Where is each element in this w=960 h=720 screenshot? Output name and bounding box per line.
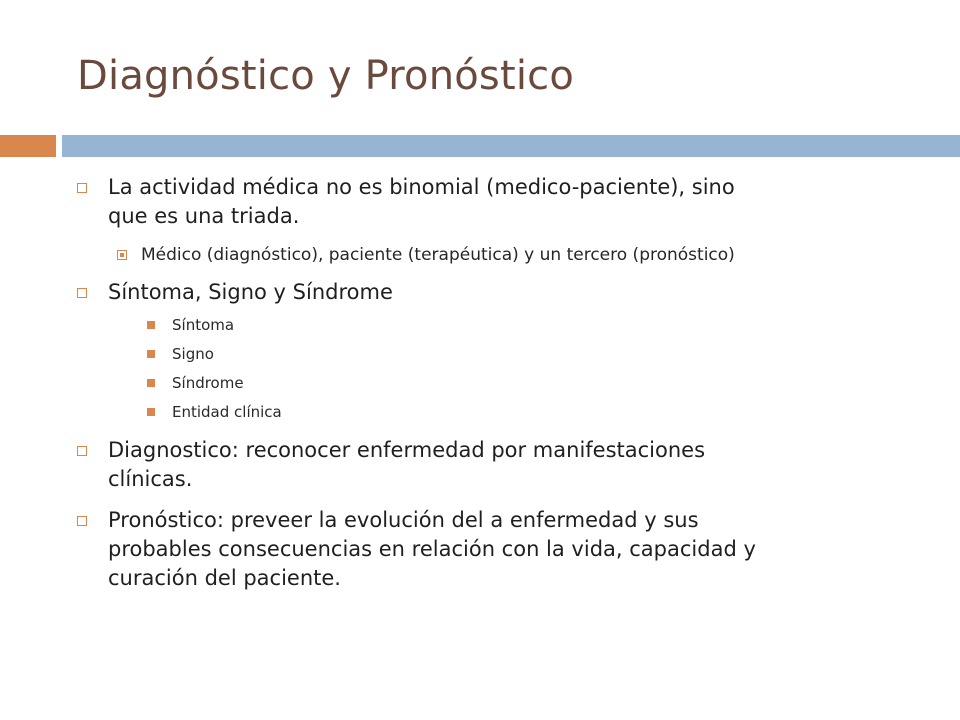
bullet-level1-pronostico [108, 506, 948, 593]
bullet-line: La actividad médica no es binomial (medico-paciente), sino [108, 175, 735, 199]
slide-title: Diagnóstico y Pronóstico [77, 53, 575, 99]
filled-square-bullet-icon [147, 321, 155, 329]
bullet-line: que es una triada. [108, 204, 300, 228]
bullet-level2-roles [141, 243, 941, 267]
filled-square-bullet-icon [147, 408, 155, 416]
bullet-level3-sintoma [172, 315, 772, 335]
filled-square-bullet-icon [147, 379, 155, 387]
bullet-level3-entidad-clinica [172, 402, 772, 422]
double-square-bullet-icon [117, 250, 127, 260]
bullet-level3-sindrome [172, 373, 772, 393]
bullet-line: Síntoma [172, 316, 235, 334]
bullet-line: clínicas. [108, 467, 193, 491]
bullet-level3-signo [172, 344, 772, 364]
bullet-line: Entidad clínica [172, 403, 282, 421]
bullet-level1-triad [108, 173, 908, 231]
bullet-level1-diagnostico [108, 436, 908, 494]
bullet-line: Médico (diagnóstico), paciente (terapéutica) y un tercero (pronóstico) [141, 245, 735, 265]
bullet-line: Síntoma, Signo y Síndrome [108, 280, 393, 304]
open-square-bullet-icon [77, 446, 87, 456]
bullet-line: Signo [172, 345, 214, 363]
open-square-bullet-icon [77, 183, 87, 193]
bullet-line: Diagnostico: reconocer enfermedad por manifestaciones [108, 438, 706, 462]
filled-square-bullet-icon [147, 350, 155, 358]
open-square-bullet-icon [77, 516, 87, 526]
bullet-line: probables consecuencias en relación con la vida, capacidad y [108, 537, 756, 561]
bullet-level1-sintoma-signo-sindrome [108, 278, 908, 307]
bullet-line: Síndrome [172, 374, 244, 392]
bullet-line: curación del paciente. [108, 566, 341, 590]
open-square-bullet-icon [77, 288, 87, 298]
bullet-line: Pronóstico: preveer la evolución del a enfermedad y sus [108, 508, 699, 532]
